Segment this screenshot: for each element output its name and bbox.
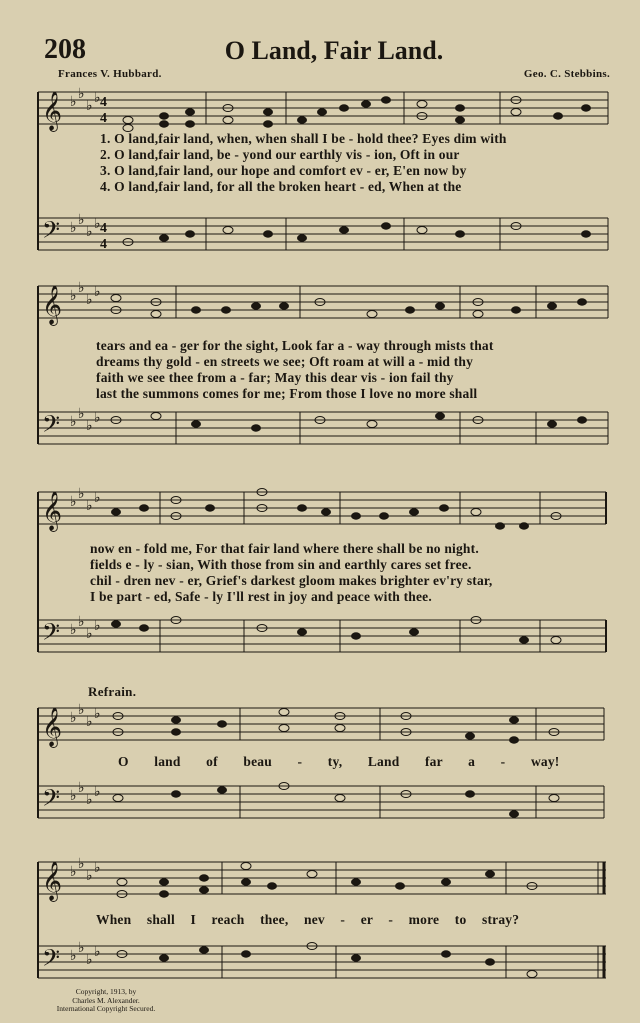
hymn-number: 208 <box>44 34 86 65</box>
svg-text:♭: ♭ <box>78 857 85 872</box>
svg-text:4: 4 <box>100 95 107 110</box>
copyright-line: Copyright, 1913, by <box>75 987 137 996</box>
bass-clef-icon: 𝄢 <box>42 946 61 977</box>
svg-text:♭: ♭ <box>70 415 77 430</box>
svg-text:♭: ♭ <box>70 789 77 804</box>
svg-text:♭: ♭ <box>78 407 85 422</box>
svg-text:♭: ♭ <box>94 285 101 300</box>
svg-text:♭: ♭ <box>94 861 101 876</box>
svg-text:♭: ♭ <box>70 711 77 726</box>
svg-text:♭: ♭ <box>94 707 101 722</box>
svg-text:♭: ♭ <box>86 99 93 114</box>
copyright-notice <box>36 988 176 1014</box>
svg-text:♭: ♭ <box>86 499 93 514</box>
bass-staff-lines <box>38 218 608 250</box>
bass-clef-icon: 𝄢 <box>42 412 61 443</box>
svg-text:♭: ♭ <box>70 865 77 880</box>
svg-text:♭: ♭ <box>86 793 93 808</box>
music-system-4 <box>0 694 640 854</box>
treble-clef-icon: 𝄞 <box>42 493 63 530</box>
svg-text:4: 4 <box>100 237 107 252</box>
lyric-line: now en - fold me, For that fair land where there shall be no night. <box>90 541 479 556</box>
svg-text:♭: ♭ <box>78 213 85 228</box>
copyright-line: International Copyright Secured. <box>56 1004 156 1014</box>
svg-text:♭: ♭ <box>94 945 101 960</box>
lyric-line: fields e - ly - sian, With those from sin and earthly cares set free. <box>90 557 472 572</box>
svg-text:♭: ♭ <box>86 627 93 642</box>
svg-text:♭: ♭ <box>86 715 93 730</box>
lyric-line: 2. O land,fair land, be - yond our earthly vis - ion, Oft in our <box>100 147 460 162</box>
lyric-line: O land of beau - ty, Land far a - way! <box>118 754 560 769</box>
svg-text:♭: ♭ <box>78 281 85 296</box>
treble-clef-icon: 𝄞 <box>42 863 63 900</box>
svg-text:♭: ♭ <box>86 225 93 240</box>
lyric-line: 1. O land,fair land, when, when shall I be - hold thee? Eyes dim with <box>100 131 507 146</box>
composer-credit: Geo. C. Stebbins. <box>523 68 610 80</box>
lyric-line: last the summons comes for me; From those I love no more shall <box>96 386 478 401</box>
lyric-line: When shall I reach thee, nev - er - more to stray? <box>96 912 520 927</box>
lyric-line: tears and ea - ger for the sight, Look far a - way through mists that <box>96 338 494 353</box>
svg-text:♭: ♭ <box>70 623 77 638</box>
author-credit: Frances V. Hubbard. <box>58 68 162 80</box>
svg-text:♭: ♭ <box>78 781 85 796</box>
svg-text:♭: ♭ <box>86 953 93 968</box>
svg-text:4: 4 <box>100 221 107 236</box>
svg-text:♭: ♭ <box>70 289 77 304</box>
lyric-line: 3. O land,fair land, our hope and comfort ev - er, E'en now by <box>100 163 467 178</box>
bass-clef-icon: 𝄢 <box>42 218 61 249</box>
svg-text:♭: ♭ <box>94 619 101 634</box>
lyric-line: dreams thy gold - en streets we see; Oft roam at will a - mid thy <box>96 354 474 369</box>
treble-clef-icon: 𝄞 <box>42 93 63 130</box>
svg-text:♭: ♭ <box>94 785 101 800</box>
svg-text:♭: ♭ <box>86 869 93 884</box>
svg-text:♭: ♭ <box>94 91 101 106</box>
treble-clef-icon: 𝄞 <box>42 709 63 746</box>
svg-text:♭: ♭ <box>78 941 85 956</box>
hymn-title: O Land, Fair Land. <box>224 36 444 65</box>
svg-text:♭: ♭ <box>94 411 101 426</box>
lyric-line: faith we see thee from a - far; May this dear vis - ion fail thy <box>96 370 454 385</box>
lyric-line: I be part - ed, Safe - ly I'll rest in joy and peace with thee. <box>90 589 432 604</box>
bass-clef-icon: 𝄢 <box>42 786 61 817</box>
svg-text:♭: ♭ <box>94 217 101 232</box>
svg-text:♭: ♭ <box>94 491 101 506</box>
svg-text:4: 4 <box>100 111 107 126</box>
svg-text:♭: ♭ <box>86 419 93 434</box>
svg-text:♭: ♭ <box>70 495 77 510</box>
svg-text:♭: ♭ <box>70 221 77 236</box>
treble-clef-icon: 𝄞 <box>42 287 63 324</box>
svg-text:♭: ♭ <box>78 87 85 102</box>
key-signature-flats <box>70 87 101 240</box>
bass-clef-icon: 𝄢 <box>42 620 61 651</box>
lyric-line: 4. O land,fair land, for all the broken heart - ed, When at the <box>100 179 462 194</box>
copyright-line: Charles M. Alexander. <box>72 995 140 1005</box>
refrain-label: Refrain. <box>88 684 137 699</box>
svg-text:♭: ♭ <box>70 95 77 110</box>
svg-text:♭: ♭ <box>86 293 93 308</box>
lyric-line: chil - dren nev - er, Grief's darkest gloom makes brighter ev'ry star, <box>90 573 493 588</box>
svg-text:♭: ♭ <box>78 615 85 630</box>
svg-text:♭: ♭ <box>78 703 85 718</box>
svg-text:♭: ♭ <box>78 487 85 502</box>
svg-text:♭: ♭ <box>70 949 77 964</box>
